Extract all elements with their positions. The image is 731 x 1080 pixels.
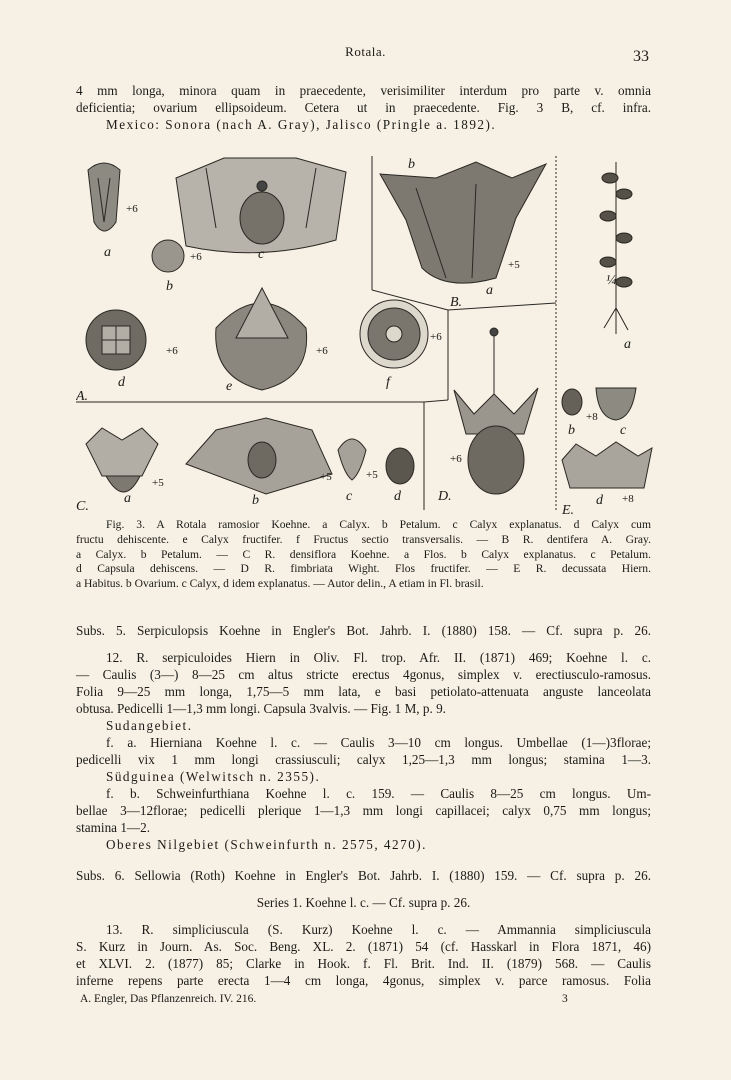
figure-section-label: A. <box>76 389 89 404</box>
calyx-dehiscens-drawing <box>86 310 146 370</box>
text-line: pedicelli vix 1 mm longi crassiusculi; calyx 1,25—1,3 mm longus; stamina 1—3. <box>76 752 651 767</box>
magnification-label: +8 <box>622 493 634 505</box>
magnification-label: +5 <box>320 471 332 483</box>
footer-citation: A. Engler, Das Pflanzenreich. IV. 216. <box>80 993 257 1005</box>
page-number: 33 <box>633 48 649 65</box>
species-heading: 12. R. serpiculoides Hiern in Oliv. Fl. trop. Afr. II. (1871) 469; Koehne l. c. <box>106 650 651 665</box>
text-line: obtusa. Pedicelli 1—1,3 mm longi. Capsula 3valvis. — Fig. 1 M, p. 9. <box>76 701 446 716</box>
figure-label: d <box>118 375 125 390</box>
figure-label: ¼ <box>606 273 617 288</box>
intro-paragraph <box>76 82 651 133</box>
magnification-label: +6 <box>430 331 442 343</box>
figure-label: c <box>346 489 353 504</box>
figure-label: a <box>624 337 631 352</box>
ovarium-drawing <box>562 389 582 415</box>
distribution-line: Südguinea (Welwitsch n. 2355). <box>106 769 321 784</box>
signature-mark: 3 <box>562 993 568 1005</box>
figure-section-label: B. <box>450 295 463 310</box>
figure-label: b <box>166 279 173 294</box>
magnification-label: +6 <box>126 203 138 215</box>
caption-line: fructu dehiscente. e Calyx fructifer. f Fructus sectio transversalis. — B R. dentifera A. Gray. <box>76 532 651 546</box>
plate-divider <box>448 303 556 310</box>
text-line: f. a. Hierniana Koehne l. c. — Caulis 3—10 cm longus. Umbellae (1—)3florae; <box>106 735 651 750</box>
densiflora-calyx-explanatus-drawing <box>186 418 332 494</box>
petalum-drawing <box>152 240 184 272</box>
text-line: et XLVI. 2. (1877) 85; Clarke in Hook. f. Fl. Brit. Ind. II. (1879) 568. — Caulis <box>76 956 651 971</box>
figure-label: b <box>568 423 575 438</box>
caption-line: Fig. 3. A Rotala ramosior Koehne. a Calyx. b Petalum. c Calyx explanatus. d Calyx cum <box>106 518 651 531</box>
capsula-dehiscens-drawing <box>386 448 414 484</box>
calyx-fructifer-drawing <box>216 288 307 390</box>
figure-label: b <box>252 493 259 508</box>
figure-caption <box>76 518 651 592</box>
magnification-label: +5 <box>366 469 378 481</box>
species-heading: 13. R. simpliciuscula (S. Kurz) Koehne l. c. — Ammannia simpliciuscula <box>106 922 651 937</box>
text-line: S. Kurz in Journ. As. Soc. Beng. XL. 2. (1871) 54 (cf. Hasskarl in Flora 1871, 46) <box>76 939 651 954</box>
decussata-habitus-drawing <box>600 162 632 334</box>
series-heading: Series 1. Koehne l. c. — Cf. supra p. 26. <box>256 895 471 910</box>
magnification-label: +6 <box>190 251 202 263</box>
figure-label: f <box>386 375 390 390</box>
figure-label: d <box>596 493 603 508</box>
figure-label: b <box>408 157 415 172</box>
caption-line: a Habitus. b Ovarium. c Calyx, d idem explanatus. — Autor delin., A etiam in Fl. brasil. <box>76 577 484 591</box>
text-line: f. b. Schweinfurthiana Koehne l. c. 159. — Caulis 8—25 cm longus. Um- <box>106 786 651 801</box>
subsection-heading: Subs. 5. Serpiculopsis Koehne in Engler's Bot. Jahrb. I. (1880) 158. — Cf. supra p. 26. <box>76 623 651 638</box>
figure-section-label: D. <box>438 489 452 504</box>
calyx-explanatus-drawing <box>176 158 346 253</box>
magnification-label: +8 <box>586 411 598 423</box>
figure-label: c <box>620 423 627 438</box>
text-line: inferne repens parte erecta 1—4 cm longa, 4gonus, simplex v. parce ramosus. Folia <box>76 973 651 988</box>
caption-line: d Capsula dehiscens. — D R. fimbriata Wight. Flos fructifer. — E R. decussata Hiern. <box>76 562 651 576</box>
figure-section-label: E. <box>562 503 575 516</box>
magnification-label: +6 <box>316 345 328 357</box>
plate-divider <box>424 400 448 402</box>
densiflora-petalum-drawing <box>338 439 366 480</box>
magnification-label: +6 <box>450 453 462 465</box>
calyx-explanatus-drawing <box>562 442 652 488</box>
running-header: Rotala. <box>345 44 386 59</box>
text-line: Mexico: Sonora (nach A. Gray), Jalisco (Pringle a. 1892). <box>106 117 497 132</box>
text-line: Folia 9—25 mm longa, 1,75—5 mm lata, e basi petiolato-attenuata anguste lanceolata <box>76 684 651 699</box>
figure-section-label: C. <box>76 499 89 514</box>
text-line: bellae 3—12florae; pedicelli plerique 1—1,3 mm longi capillacei; calyx 0,75 mm longus; <box>76 803 651 818</box>
magnification-label: +5 <box>508 259 520 271</box>
densiflora-flos-drawing <box>86 428 158 492</box>
figure-label: c <box>258 247 265 262</box>
figure-label: d <box>394 489 401 504</box>
distribution-line: Sudangebiet. <box>106 718 193 733</box>
figure-label: e <box>226 379 233 394</box>
figure-label: a <box>104 245 111 260</box>
text-line: — Caulis (3—) 8—25 cm altus stricte erectus 4gonus, simplex v. erectiusculo-ramosus. <box>76 667 651 682</box>
text-line: stamina 1—2. <box>76 820 150 835</box>
magnification-label: +6 <box>166 345 178 357</box>
caption-line: a Calyx. b Petalum. — C R. densiflora Koehne. a Flos. b Calyx explanatus. c Petalum. <box>76 547 651 561</box>
calyx-drawing <box>88 163 120 231</box>
decussata-calyx-drawing <box>596 388 636 420</box>
magnification-label: +5 <box>152 477 164 489</box>
body-text <box>76 622 651 989</box>
dentifera-calyx-drawing <box>380 162 546 283</box>
distribution-line: Oberes Nilgebiet (Schweinfurth n. 2575, 4270). <box>106 837 427 852</box>
subsection-heading: Subs. 6. Sellowia (Roth) Koehne in Engler's Bot. Jahrb. I. (1880) 159. — Cf. supra p. 26. <box>76 868 651 883</box>
text-line: 4 mm longa, minora quam in praecedente, verisimiliter interdum pro parte v. omnia <box>76 83 651 98</box>
text-line: deficientia; ovarium ellipsoideum. Cetera ut in praecedente. Fig. 3 B, cf. infra. <box>76 100 651 115</box>
fimbriata-flos-drawing <box>454 328 538 494</box>
fructus-sectio-drawing <box>360 300 428 368</box>
figure-label: a <box>124 491 131 506</box>
botanical-figure-plate <box>76 138 656 516</box>
figure-label: a <box>486 283 493 298</box>
